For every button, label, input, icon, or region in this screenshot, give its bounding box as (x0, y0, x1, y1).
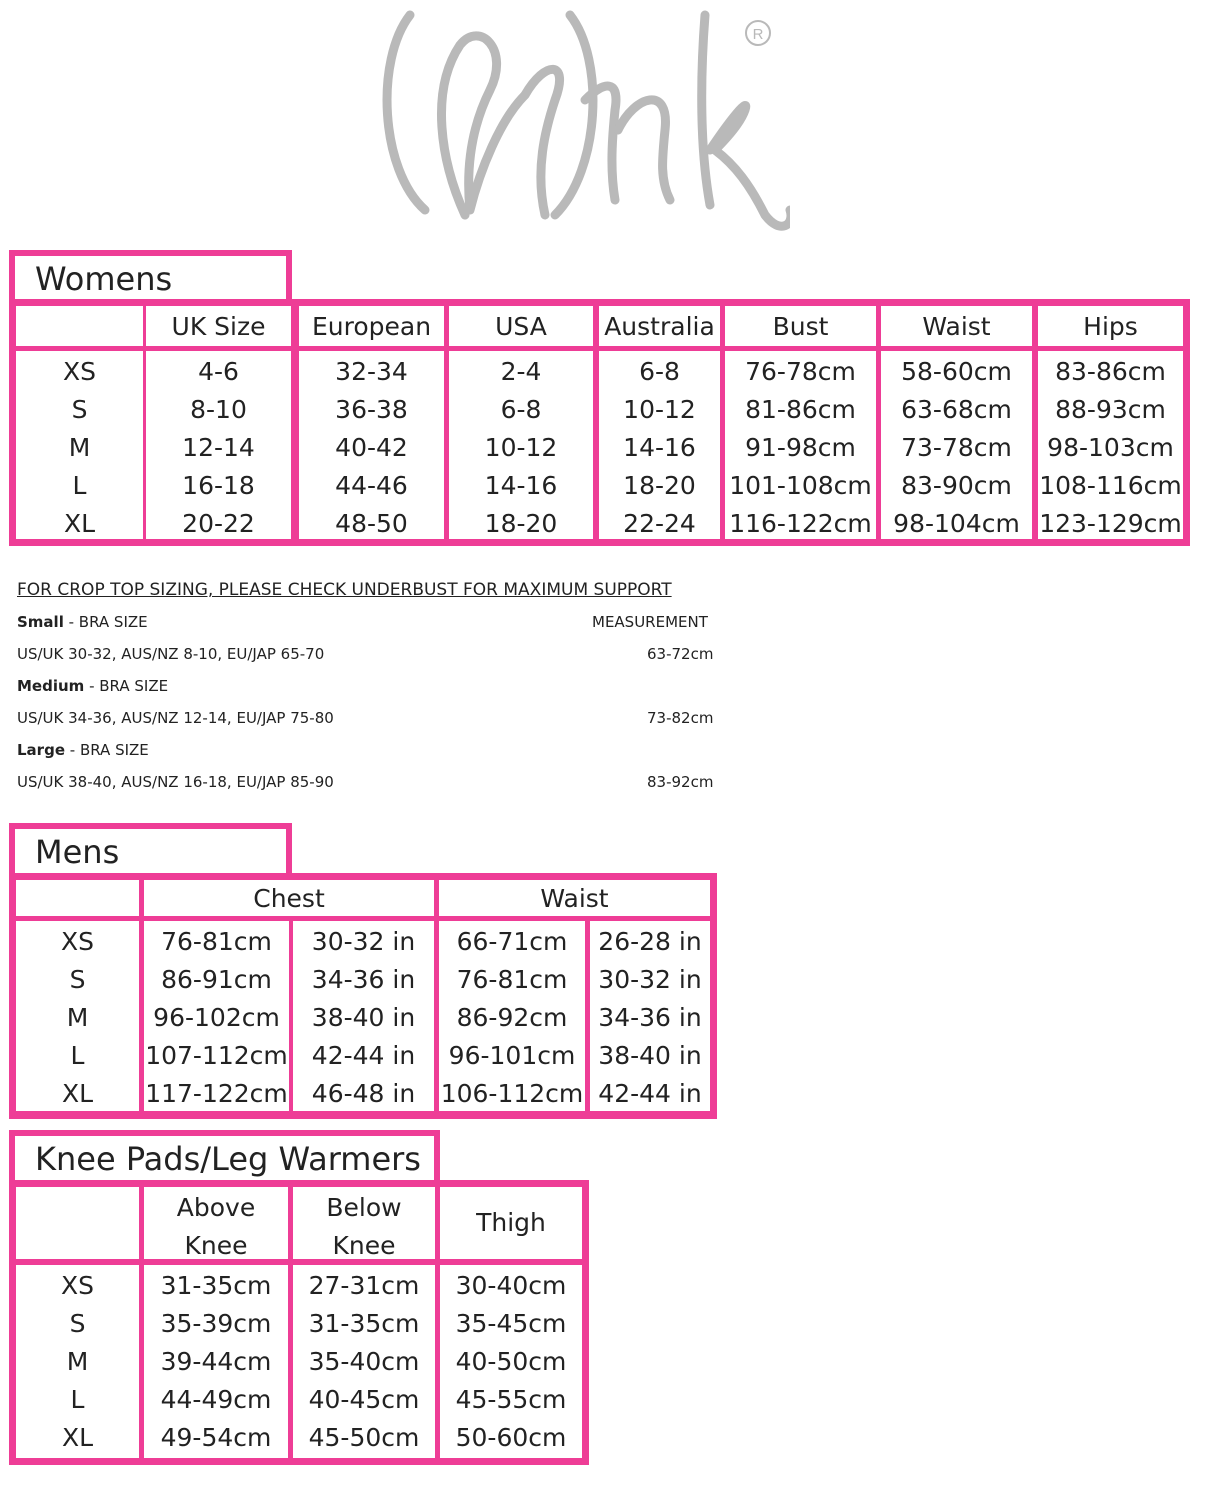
table-cell: 39-44cm (160, 1347, 272, 1376)
crop-small-detail: US/UK 30-32, AUS/NZ 8-10, EU/JAP 65-70 (17, 645, 325, 663)
column-header: Australia (604, 311, 715, 341)
womens-header-bust (725, 306, 876, 346)
womens-column-bust (725, 351, 876, 539)
table-cell: 10-12 (484, 433, 558, 462)
table-cell: 81-86cm (745, 395, 856, 424)
table-cell: 36-38 (335, 395, 408, 424)
table-cell: 116-122cm (729, 509, 872, 538)
table-cell: 45-50cm (308, 1423, 420, 1452)
womens-header-australia (599, 306, 720, 346)
size-label: XL (61, 1423, 94, 1452)
table-cell: 86-91cm (161, 965, 272, 994)
table-cell: 46-48 in (311, 1079, 416, 1108)
womens-table (9, 299, 1190, 546)
crop-small-size: Small (17, 613, 64, 631)
column-header-line: Above (176, 1193, 256, 1222)
table-cell: 26-28 in (598, 927, 702, 956)
table-cell: 18-20 (484, 509, 558, 538)
column-header: Hips (1083, 311, 1138, 341)
crop-medium-detail: US/UK 34-36, AUS/NZ 12-14, EU/JAP 75-80 (17, 709, 334, 727)
table-cell: 45-55cm (455, 1385, 567, 1414)
table-cell: 76-81cm (161, 927, 272, 956)
table-cell: 91-98cm (745, 433, 856, 462)
size-label: XS (63, 357, 96, 386)
table-cell: 40-42 (335, 433, 408, 462)
crop-medium-heading (17, 677, 168, 695)
table-cell: 76-78cm (745, 357, 856, 386)
column-header: Chest (253, 883, 325, 913)
table-cell: 38-40 in (311, 1003, 416, 1032)
womens-header-uk-size (146, 306, 291, 346)
crop-medium-measure: 73-82cm (647, 709, 714, 727)
table-cell: 30-32 in (311, 927, 416, 956)
table-cell: 20-22 (182, 509, 255, 538)
size-label: L (70, 1041, 85, 1070)
column-header: Bust (772, 311, 829, 341)
measurement-label: MEASUREMENT (592, 613, 708, 631)
mens-column-3 (439, 921, 585, 1111)
crop-large-heading (17, 741, 149, 759)
womens-title: Womens (35, 260, 173, 298)
column-header: Waist (540, 883, 609, 913)
table-cell: 42-44 in (311, 1041, 416, 1070)
table-cell: 96-101cm (448, 1041, 576, 1070)
mens-column-1 (144, 921, 289, 1111)
size-label: XL (63, 509, 96, 538)
table-cell: 30-32 in (598, 965, 702, 994)
womens-header-waist (881, 306, 1032, 346)
table-cell: 8-10 (190, 395, 247, 424)
column-header: European (311, 311, 432, 341)
mens-header-chest (144, 880, 434, 916)
size-label: L (72, 471, 87, 500)
table-cell: 31-35cm (308, 1309, 420, 1338)
mens-header-waist (439, 880, 710, 916)
table-cell: 63-68cm (901, 395, 1012, 424)
table-cell: 35-40cm (308, 1347, 420, 1376)
knee-column-3 (440, 1265, 582, 1458)
size-label: M (66, 1347, 89, 1376)
table-cell: 27-31cm (308, 1271, 420, 1300)
mens-title: Mens (35, 833, 120, 871)
table-cell: 34-36 in (598, 1003, 702, 1032)
table-cell: 106-112cm (440, 1079, 584, 1108)
table-cell: 38-40 in (598, 1041, 702, 1070)
size-label: XL (61, 1079, 94, 1108)
table-cell: 30-40cm (455, 1271, 567, 1300)
size-label: M (66, 1003, 89, 1032)
table-cell: 14-16 (484, 471, 558, 500)
column-header-line: Knee (184, 1231, 248, 1260)
mens-column-2 (293, 921, 434, 1111)
wink-logo (370, 0, 790, 240)
table-cell: 10-12 (623, 395, 696, 424)
knee-size-column (16, 1265, 139, 1458)
womens-header-hips (1038, 306, 1183, 346)
table-cell: 32-34 (335, 357, 408, 386)
table-cell: 34-36 in (311, 965, 416, 994)
knee-title-box (9, 1130, 440, 1182)
table-cell: 96-102cm (153, 1003, 280, 1032)
crop-large-measure: 83-92cm (647, 773, 714, 791)
crop-medium-size: Medium (17, 677, 85, 695)
table-cell: 73-78cm (901, 433, 1012, 462)
crop-small-suffix: - BRA SIZE (63, 613, 148, 631)
size-label: S (69, 965, 86, 994)
womens-title-box (9, 250, 292, 302)
knee-header-thigh (440, 1187, 582, 1259)
table-cell: 12-14 (182, 433, 255, 462)
table-cell: 86-92cm (456, 1003, 568, 1032)
table-cell: 108-116cm (1039, 471, 1182, 500)
crop-medium-suffix: - BRA SIZE (84, 677, 169, 695)
table-cell: 42-44 in (598, 1079, 702, 1108)
table-cell: 98-104cm (893, 509, 1020, 538)
table-cell: 88-93cm (1055, 395, 1166, 424)
mens-table (9, 873, 717, 1119)
knee-header-empty (16, 1187, 139, 1259)
table-cell: 35-45cm (455, 1309, 567, 1338)
table-cell: 44-46 (335, 471, 408, 500)
mens-title-box (9, 823, 292, 875)
mens-size-column (16, 921, 139, 1111)
crop-small-heading (17, 613, 148, 631)
table-cell: 83-86cm (1055, 357, 1166, 386)
table-cell: 66-71cm (456, 927, 568, 956)
womens-column-australia (599, 351, 720, 539)
registered-mark (746, 21, 770, 45)
womens-header-usa (449, 306, 593, 346)
womens-column-hips (1038, 351, 1183, 539)
size-label: XS (61, 927, 94, 956)
table-cell: 2-4 (500, 357, 542, 386)
column-header: Waist (922, 311, 991, 341)
knee-column-2 (293, 1265, 435, 1458)
womens-column-waist (881, 351, 1032, 539)
crop-large-size: Large (17, 741, 65, 759)
crop-small-measure: 63-72cm (647, 645, 714, 663)
size-label: S (71, 395, 88, 424)
table-cell: 4-6 (198, 357, 239, 386)
table-cell: 18-20 (623, 471, 696, 500)
mens-column-4 (590, 921, 710, 1111)
table-cell: 44-49cm (160, 1385, 272, 1414)
column-header: UK Size (171, 311, 266, 341)
table-cell: 16-18 (182, 471, 255, 500)
table-cell: 107-112cm (145, 1041, 288, 1070)
table-cell: 58-60cm (901, 357, 1012, 386)
size-label: S (69, 1309, 86, 1338)
womens-column-uk-size (146, 351, 291, 539)
table-cell: 76-81cm (456, 965, 568, 994)
column-header-line: Thigh (476, 1208, 546, 1237)
womens-column-european (299, 351, 444, 539)
crop-large-detail: US/UK 38-40, AUS/NZ 16-18, EU/JAP 85-90 (17, 773, 334, 791)
knee-header-below-knee (293, 1187, 435, 1259)
table-cell: 117-122cm (145, 1079, 288, 1108)
table-cell: 35-39cm (160, 1309, 272, 1338)
column-header-line: Below (326, 1193, 402, 1222)
table-cell: 6-8 (639, 357, 680, 386)
mens-header-empty (16, 880, 139, 916)
size-label: L (70, 1385, 85, 1414)
womens-header-empty (16, 306, 143, 346)
knee-table (9, 1180, 589, 1465)
knee-header-above-knee (144, 1187, 288, 1259)
crop-top-heading: FOR CROP TOP SIZING, PLEASE CHECK UNDERBUST FOR MAXIMUM SUPPORT (17, 580, 672, 600)
womens-header-european (299, 306, 444, 346)
svg-text:R: R (752, 26, 764, 43)
crop-large-suffix: - BRA SIZE (65, 741, 149, 759)
table-cell: 101-108cm (729, 471, 872, 500)
womens-column-usa (449, 351, 593, 539)
table-cell: 98-103cm (1047, 433, 1174, 462)
size-label: XS (61, 1271, 94, 1300)
table-cell: 40-45cm (308, 1385, 420, 1414)
column-header: USA (495, 311, 547, 341)
table-cell: 6-8 (500, 395, 542, 424)
table-cell: 123-129cm (1039, 509, 1182, 538)
table-cell: 22-24 (623, 509, 696, 538)
knee-column-1 (144, 1265, 288, 1458)
size-label: M (68, 433, 91, 462)
table-cell: 48-50 (335, 509, 408, 538)
knee-title: Knee Pads/Leg Warmers (35, 1140, 421, 1178)
table-cell: 40-50cm (455, 1347, 567, 1376)
table-cell: 50-60cm (455, 1423, 567, 1452)
table-cell: 83-90cm (901, 471, 1012, 500)
table-cell: 49-54cm (160, 1423, 272, 1452)
column-header-line: Knee (332, 1231, 396, 1260)
table-cell: 31-35cm (160, 1271, 272, 1300)
womens-size-column (16, 351, 143, 539)
table-cell: 14-16 (623, 433, 696, 462)
